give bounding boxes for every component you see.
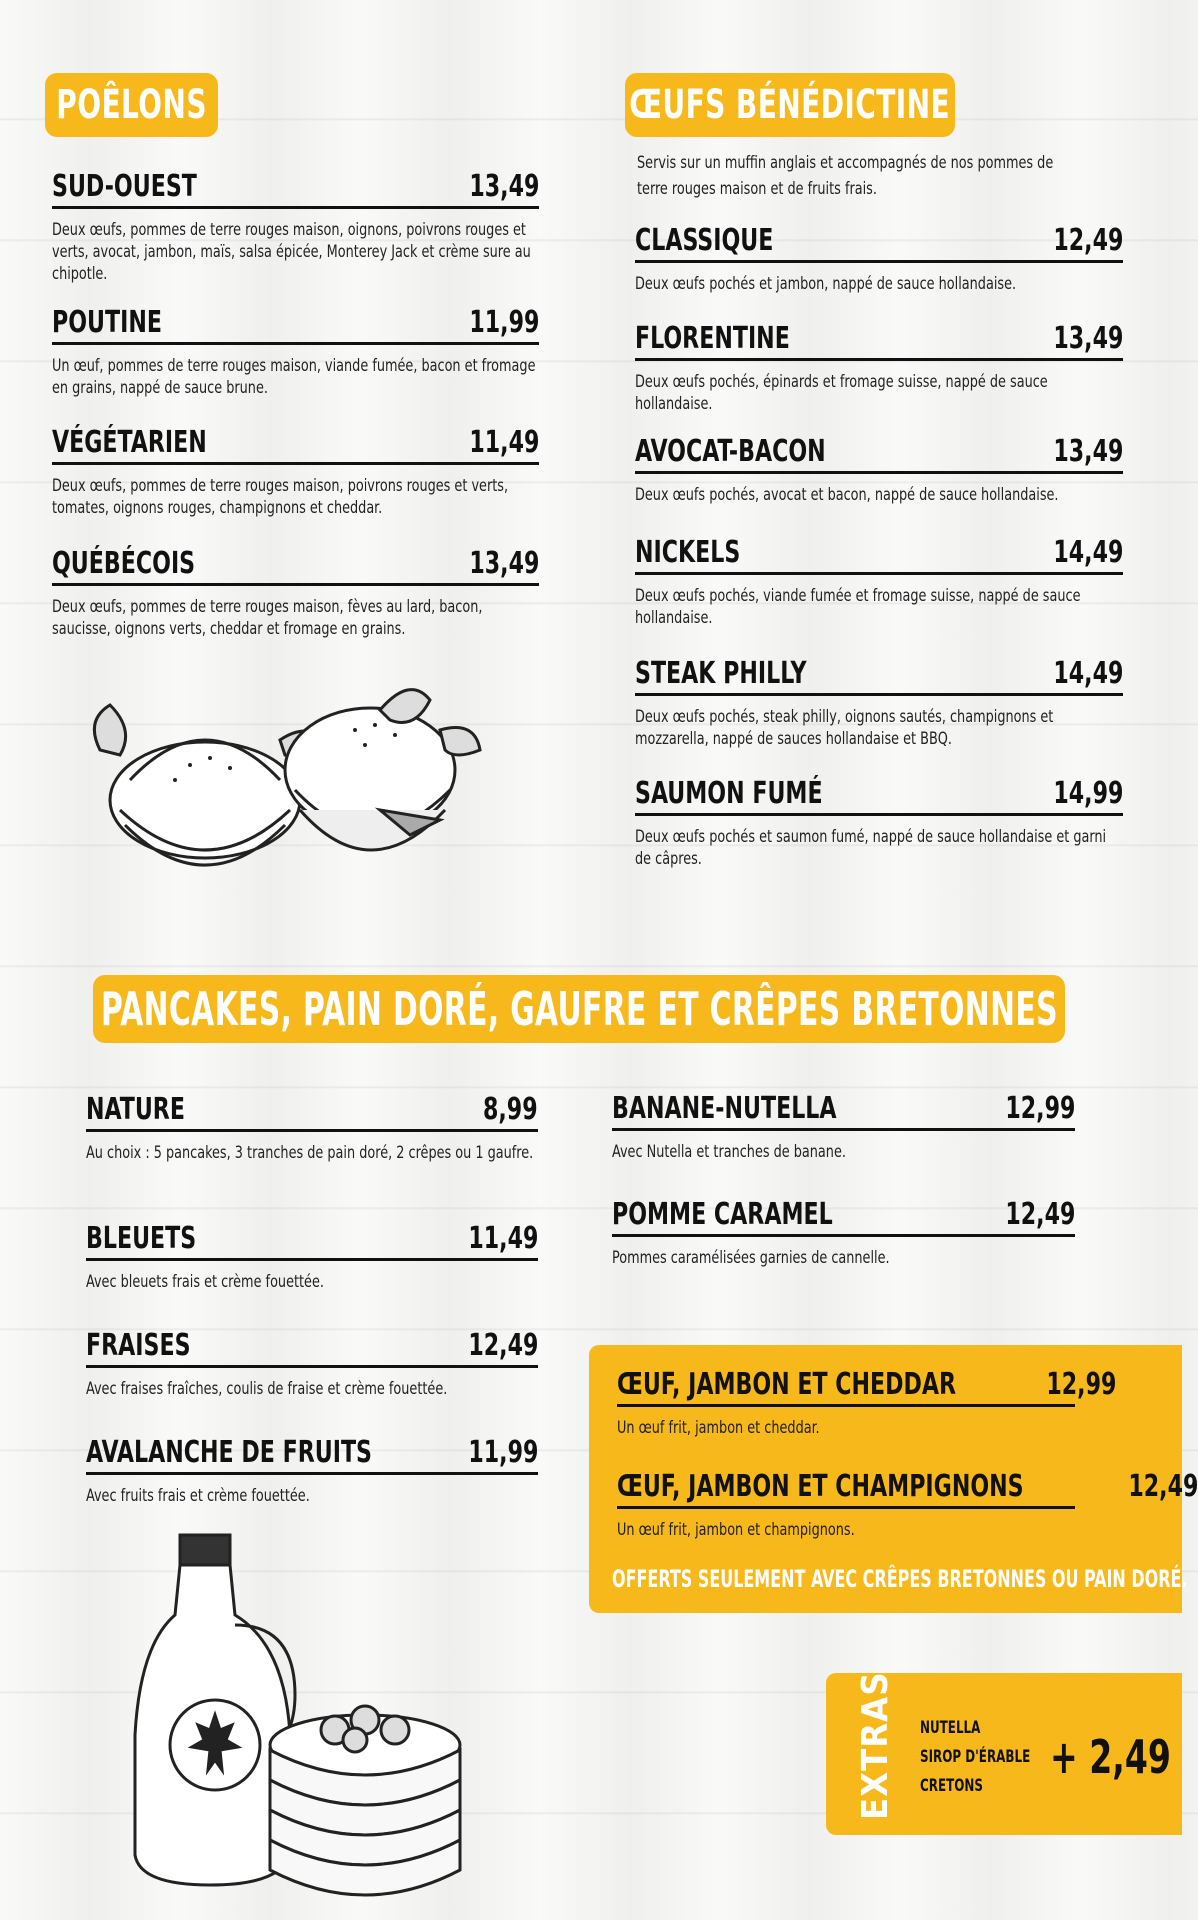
item-description: Deux œufs pochés, épinards et fromage suisse, nappé de sauce hollandaise. bbox=[635, 372, 1048, 414]
item-price: 12,49 bbox=[1052, 223, 1123, 258]
menu-item bbox=[612, 1092, 1075, 1163]
item-price: 12,49 bbox=[467, 1328, 538, 1363]
menu-item bbox=[635, 435, 1123, 506]
item-description: Deux œufs, pommes de terre rouges maison, poivrons rouges et verts, tomates, oignons rouges, champignons et cheddar. bbox=[52, 476, 509, 518]
item-description: Deux œufs pochés et jambon, nappé de sauce hollandaise. bbox=[635, 274, 1017, 294]
menu-item bbox=[52, 426, 539, 519]
menu-item bbox=[617, 1367, 1116, 1439]
item-description: Avec fraises fraîches, coulis de fraise et crème fouettée. bbox=[86, 1379, 448, 1399]
item-description: Deux œufs pochés, viande fumée et fromage suisse, nappé de sauce hollandaise. bbox=[635, 586, 1081, 628]
item-name: SAUMON FUMÉ bbox=[635, 776, 823, 811]
item-description: Deux œufs, pommes de terre rouges maison, fèves au lard, bacon, saucisse, oignons verts, cheddar et fromage en grains. bbox=[52, 597, 483, 639]
item-price: 13,49 bbox=[468, 169, 539, 204]
special-offer-notice: OFFERTS SEULEMENT AVEC CRÊPES BRETONNES OU PAIN DORÉ. bbox=[612, 1565, 1188, 1593]
item-name: NICKELS bbox=[635, 535, 741, 570]
item-price: 12,49 bbox=[1128, 1469, 1198, 1504]
benedictine-intro: Servis sur un muffin anglais et accompagnés de nos pommes de terre rouges maison et de fruits frais. bbox=[637, 153, 1054, 199]
item-description: Deux œufs pochés, steak philly, oignons sautés, champignons et mozzarella, nappé de sauces hollandaise et BBQ. bbox=[635, 707, 1054, 749]
menu-item bbox=[635, 657, 1123, 750]
menu-item bbox=[635, 536, 1123, 629]
poelons-title: POÊLONS bbox=[56, 82, 207, 128]
extras-list bbox=[920, 1714, 1030, 1801]
menu-item bbox=[86, 1329, 538, 1400]
menu-item bbox=[635, 322, 1123, 415]
item-description: Avec fruits frais et crème fouettée. bbox=[86, 1486, 310, 1506]
benedictine-title: ŒUFS BÉNÉDICTINE bbox=[629, 82, 951, 128]
item-price: 11,99 bbox=[467, 1435, 538, 1470]
extras-price: + 2,49 bbox=[1050, 1730, 1171, 1784]
item-description: Deux œufs, pommes de terre rouges maison, oignons, poivrons rouges et verts, avocat, jambon, maïs, salsa épicée, Monterey Jack et crème sure au chipotle. bbox=[52, 220, 531, 284]
item-name: AVOCAT-BACON bbox=[635, 434, 826, 469]
menu-item bbox=[52, 170, 539, 285]
item-name: BLEUETS bbox=[86, 1221, 197, 1256]
extras-item: CRETONS bbox=[920, 1776, 983, 1796]
item-name: QUÉBÉCOIS bbox=[52, 546, 196, 581]
pancakes-header bbox=[93, 975, 1065, 1043]
extras-item: SIROP D'ÉRABLE bbox=[920, 1747, 1031, 1767]
breakfast-sandwich-illustration bbox=[80, 660, 500, 920]
item-name: POMME CARAMEL bbox=[612, 1197, 833, 1232]
item-price: 14,49 bbox=[1052, 535, 1123, 570]
item-price: 12,49 bbox=[1004, 1197, 1075, 1232]
item-price: 11,49 bbox=[467, 1221, 538, 1256]
item-price: 12,99 bbox=[1004, 1091, 1075, 1126]
menu-item bbox=[635, 224, 1123, 295]
item-price: 13,49 bbox=[1052, 321, 1123, 356]
item-description: Pommes caramélisées garnies de cannelle. bbox=[612, 1248, 890, 1268]
item-name: ŒUF, JAMBON ET CHAMPIGNONS bbox=[617, 1469, 1024, 1504]
item-description: Avec bleuets frais et crème fouettée. bbox=[86, 1272, 324, 1292]
extras-item: NUTELLA bbox=[920, 1718, 981, 1738]
pancakes-title: PANCAKES, PAIN DORÉ, GAUFRE ET CRÊPES BRETONNES bbox=[100, 982, 1058, 1036]
item-name: BANANE-NUTELLA bbox=[612, 1091, 837, 1126]
menu-item bbox=[52, 306, 539, 399]
menu-item bbox=[617, 1469, 1198, 1541]
menu-item bbox=[612, 1198, 1075, 1269]
menu-item bbox=[86, 1093, 538, 1164]
item-name: NATURE bbox=[86, 1092, 185, 1127]
item-name: POUTINE bbox=[52, 305, 162, 340]
item-description: Avec Nutella et tranches de banane. bbox=[612, 1142, 846, 1162]
item-price: 13,49 bbox=[468, 546, 539, 581]
item-description: Un œuf, pommes de terre rouges maison, viande fumée, bacon et fromage en grains, nappé de sauce brune. bbox=[52, 356, 536, 398]
poelons-header bbox=[45, 73, 218, 137]
benedictine-header bbox=[625, 73, 955, 137]
item-description: Au choix : 5 pancakes, 3 tranches de pain doré, 2 crêpes ou 1 gaufre. bbox=[86, 1143, 534, 1163]
maple-syrup-pancakes-illustration bbox=[120, 1535, 520, 1915]
item-name: FLORENTINE bbox=[635, 321, 790, 356]
item-name: CLASSIQUE bbox=[635, 223, 774, 258]
item-description: Un œuf frit, jambon et champignons. bbox=[617, 1520, 855, 1540]
item-price: 14,49 bbox=[1052, 656, 1123, 691]
item-price: 12,99 bbox=[1045, 1367, 1116, 1402]
item-price: 8,99 bbox=[483, 1092, 538, 1127]
item-price: 11,49 bbox=[468, 425, 539, 460]
item-price: 13,49 bbox=[1052, 434, 1123, 469]
item-name: ŒUF, JAMBON ET CHEDDAR bbox=[617, 1367, 957, 1402]
item-name: VÉGÉTARIEN bbox=[52, 425, 207, 460]
item-name: STEAK PHILLY bbox=[635, 656, 807, 691]
item-description: Deux œufs pochés et saumon fumé, nappé de sauce hollandaise et garni de câpres. bbox=[635, 827, 1107, 869]
menu-item bbox=[52, 547, 539, 640]
item-price: 11,99 bbox=[468, 305, 539, 340]
item-price: 14,99 bbox=[1052, 776, 1123, 811]
item-name: AVALANCHE DE FRUITS bbox=[86, 1435, 372, 1470]
item-name: FRAISES bbox=[86, 1328, 191, 1363]
menu-item bbox=[86, 1222, 538, 1293]
item-description: Un œuf frit, jambon et cheddar. bbox=[617, 1418, 820, 1438]
menu-item bbox=[635, 777, 1123, 870]
item-description: Deux œufs pochés, avocat et bacon, nappé de sauce hollandaise. bbox=[635, 485, 1059, 505]
item-name: SUD-OUEST bbox=[52, 169, 197, 204]
extras-title: EXTRAS bbox=[855, 1671, 896, 1820]
menu-item bbox=[86, 1436, 538, 1507]
